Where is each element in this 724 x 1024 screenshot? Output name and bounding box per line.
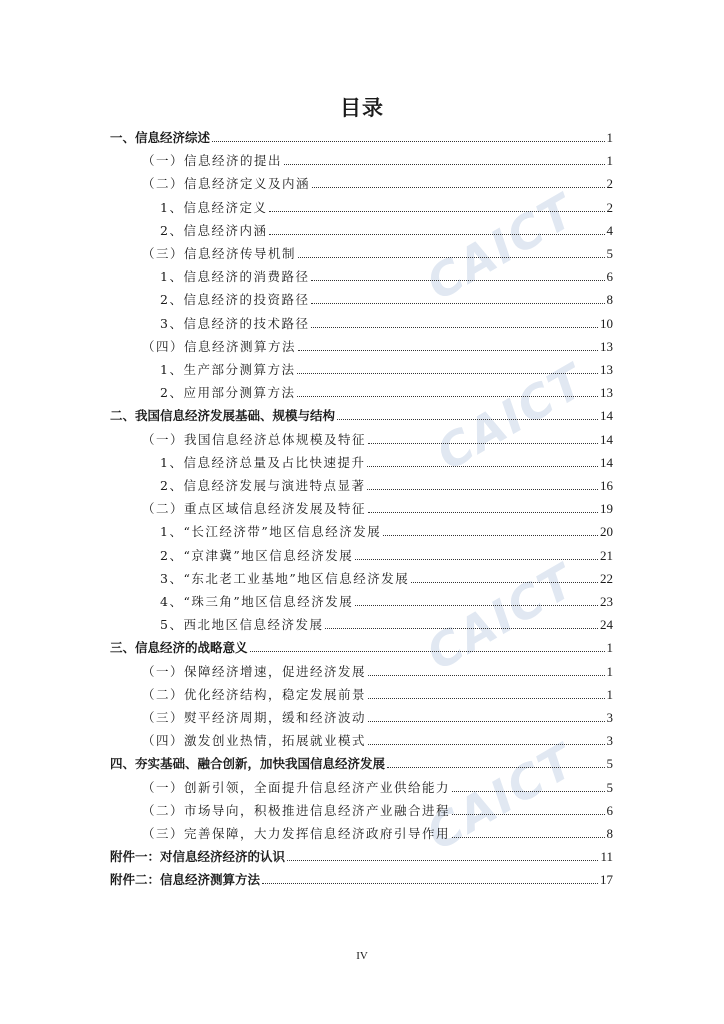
toc-entry-page: 24: [600, 617, 613, 633]
toc-entry-page: 13: [600, 385, 613, 401]
toc-entry-page: 13: [600, 362, 613, 377]
toc-entry[interactable]: [142, 497, 613, 517]
toc-entry-title: （三）信息经济传导机制: [142, 246, 297, 261]
toc-entry-page: 5: [606, 756, 613, 772]
toc-entry[interactable]: [142, 776, 613, 796]
toc-leader-dots: [312, 187, 604, 188]
toc-entry-page: 21: [600, 547, 613, 563]
toc-entry-page: 1: [606, 153, 613, 169]
toc-entry[interactable]: [160, 288, 613, 308]
toc-entry-title: 四、夯实基础、融合创新，加快我国信息经济发展: [110, 756, 386, 772]
toc-entry-page: 10: [600, 315, 613, 331]
toc-entry-title: 2、信息经济发展与演进特点显著: [160, 478, 366, 493]
toc-entry-page: 1: [606, 663, 613, 679]
toc-entry-page: 3: [606, 733, 613, 749]
toc-entry[interactable]: [160, 196, 613, 216]
toc-entry-title: （四）激发创业热情，拓展就业模式: [142, 733, 367, 749]
toc-entry[interactable]: [110, 752, 613, 772]
toc-entry[interactable]: [160, 451, 613, 471]
toc-leader-dots: [212, 141, 604, 142]
toc-entry-page: 16: [600, 478, 613, 493]
toc-entry[interactable]: [142, 660, 613, 680]
watermark-3: CAICT: [417, 553, 585, 681]
toc-entry-title: 附件一：对信息经济经济的认识: [110, 849, 286, 865]
toc-leader-dots: [355, 559, 598, 560]
toc-entry[interactable]: [160, 544, 613, 564]
toc-leader-dots: [368, 443, 598, 444]
toc-entry-page: 8: [606, 292, 613, 308]
toc-leader-dots: [284, 164, 604, 165]
toc-entry-page: 1: [606, 640, 613, 656]
toc-entry[interactable]: [160, 474, 613, 494]
toc-entry-title: （一）创新引领，全面提升信息经济产业供给能力: [142, 779, 451, 795]
toc-entry[interactable]: [142, 683, 613, 703]
toc-leader-dots: [325, 628, 598, 629]
toc-entry-title: 一、信息经济综述: [110, 130, 211, 145]
toc-entry[interactable]: [110, 126, 613, 146]
toc-entry-title: 5、西北地区信息经济发展: [160, 617, 324, 633]
toc-entry-title: 附件二：信息经济测算方法: [110, 872, 261, 888]
toc-entry-page: 11: [600, 849, 613, 865]
watermark-4: CAICT: [417, 733, 585, 861]
toc-entry-page: 2: [606, 176, 613, 192]
toc-leader-dots: [452, 791, 604, 792]
toc-leader-dots: [250, 651, 605, 652]
toc-entry[interactable]: [160, 381, 613, 401]
toc-entry[interactable]: [142, 822, 613, 842]
toc-leader-dots: [269, 211, 604, 212]
toc-entry-title: 1、信息经济总量及占比快速提升: [160, 454, 366, 470]
toc-entry[interactable]: [160, 219, 613, 239]
toc-entry[interactable]: [142, 799, 613, 819]
toc-leader-dots: [368, 721, 604, 722]
toc-entry-title: 二、我国信息经济发展基础、规模与结构: [110, 408, 336, 424]
toc-leader-dots: [311, 327, 598, 328]
toc-leader-dots: [452, 814, 604, 815]
toc-entry-page: 6: [606, 802, 613, 818]
toc-entry-page: 1: [606, 130, 613, 145]
toc-entry[interactable]: [142, 172, 613, 192]
toc-leader-dots: [287, 860, 598, 861]
toc-leader-dots: [311, 303, 604, 304]
toc-entry[interactable]: [142, 706, 613, 726]
toc-entry-title: 3、信息经济的技术路径: [160, 315, 310, 331]
toc-entry[interactable]: [142, 149, 613, 169]
toc-entry-title: （二）市场导向，积极推进信息经济产业融合进程: [142, 802, 451, 818]
toc-leader-dots: [387, 767, 604, 768]
toc-leader-dots: [298, 257, 604, 258]
toc-entry-title: 1、信息经济定义: [160, 199, 268, 215]
toc-entry-title: 2、应用部分测算方法: [160, 385, 296, 401]
toc-leader-dots: [411, 582, 598, 583]
toc-leader-dots: [355, 605, 598, 606]
toc-entry-page: 5: [606, 779, 613, 795]
toc-entry-page: 14: [600, 454, 613, 470]
toc-entry[interactable]: [142, 335, 613, 355]
toc-entry[interactable]: [160, 520, 613, 540]
toc-entry-title: 1、“长江经济带”地区信息经济发展: [160, 524, 382, 540]
toc-entry-page: 3: [606, 710, 613, 725]
toc-entry-title: 2、信息经济内涵: [160, 222, 268, 238]
toc-entry[interactable]: [110, 845, 613, 865]
toc-entry-page: 22: [600, 570, 613, 586]
toc-leader-dots: [367, 489, 598, 490]
toc-entry-page: 14: [600, 431, 613, 447]
toc-entry[interactable]: [160, 590, 613, 610]
toc-leader-dots: [311, 280, 604, 281]
toc-leader-dots: [297, 396, 598, 397]
toc-leader-dots: [368, 675, 604, 676]
toc-entry-page: 13: [600, 338, 613, 354]
toc-leader-dots: [337, 419, 598, 420]
toc-entry-title: 三、信息经济的战略意义: [110, 640, 248, 656]
toc-entry-title: （一）保障经济增速，促进经济发展: [142, 663, 367, 679]
toc-entry-page: 1: [606, 686, 613, 702]
toc-entry[interactable]: [110, 868, 613, 888]
toc-entry[interactable]: [142, 428, 613, 448]
toc-leader-dots: [383, 535, 598, 536]
toc-entry[interactable]: [160, 613, 613, 633]
toc-leader-dots: [368, 744, 604, 745]
toc-leader-dots: [298, 350, 598, 351]
toc-entry-page: 14: [600, 408, 613, 424]
toc-leader-dots: [368, 698, 604, 699]
toc-entry-title: 4、“珠三角”地区信息经济发展: [160, 594, 354, 609]
toc-entry-page: 5: [606, 246, 613, 261]
toc-entry[interactable]: [110, 404, 613, 424]
toc-leader-dots: [262, 883, 598, 884]
toc-entry-title: （二）优化经济结构，稳定发展前景: [142, 686, 367, 702]
toc-entry-page: 19: [600, 501, 613, 517]
toc-entry[interactable]: [110, 636, 613, 656]
toc-entry-page: 17: [600, 872, 613, 888]
page-title: 目录: [340, 96, 384, 120]
toc-entry-page: 4: [606, 222, 613, 238]
toc-entry[interactable]: [160, 265, 613, 285]
toc-entry-title: （二）信息经济定义及内涵: [142, 176, 311, 192]
toc-entry-page: 2: [606, 199, 613, 215]
toc-entry-page: 8: [606, 826, 613, 841]
toc-entry[interactable]: [142, 729, 613, 749]
toc-entry[interactable]: [160, 312, 613, 332]
toc-entry-title: 1、信息经济的消费路径: [160, 269, 310, 285]
toc-entry-title: （二）重点区域信息经济发展及特征: [142, 501, 367, 517]
toc-entry-title: （一）信息经济的提出: [142, 153, 283, 169]
toc-leader-dots: [297, 373, 598, 374]
toc-entry-title: 1、生产部分测算方法: [160, 362, 296, 377]
toc-entry-title: （三）熨平经济周期，缓和经济波动: [142, 710, 367, 725]
toc-entry-title: 3、“东北老工业基地”地区信息经济发展: [160, 570, 410, 586]
toc-entry[interactable]: [160, 567, 613, 587]
toc-entry-title: 2、“京津冀”地区信息经济发展: [160, 547, 354, 563]
toc-leader-dots: [452, 837, 604, 838]
toc-entry[interactable]: [142, 242, 613, 262]
toc-leader-dots: [368, 512, 598, 513]
toc-entry-page: 6: [606, 269, 613, 285]
toc-leader-dots: [367, 466, 598, 467]
toc-entry[interactable]: [160, 358, 613, 378]
watermark-2: CAICT: [427, 353, 595, 481]
page-number: IV: [356, 950, 368, 962]
toc-entry-title: （三）完善保障，大力发挥信息经济政府引导作用: [142, 826, 451, 841]
toc-leader-dots: [269, 234, 604, 235]
toc-entry-title: （四）信息经济测算方法: [142, 338, 297, 354]
toc-entry-page: 23: [600, 594, 613, 609]
toc-entry-title: 2、信息经济的投资路径: [160, 292, 310, 308]
watermark-1: CAICT: [417, 183, 585, 311]
toc-entry-page: 20: [600, 524, 613, 540]
toc-entry-title: （一）我国信息经济总体规模及特征: [142, 431, 367, 447]
